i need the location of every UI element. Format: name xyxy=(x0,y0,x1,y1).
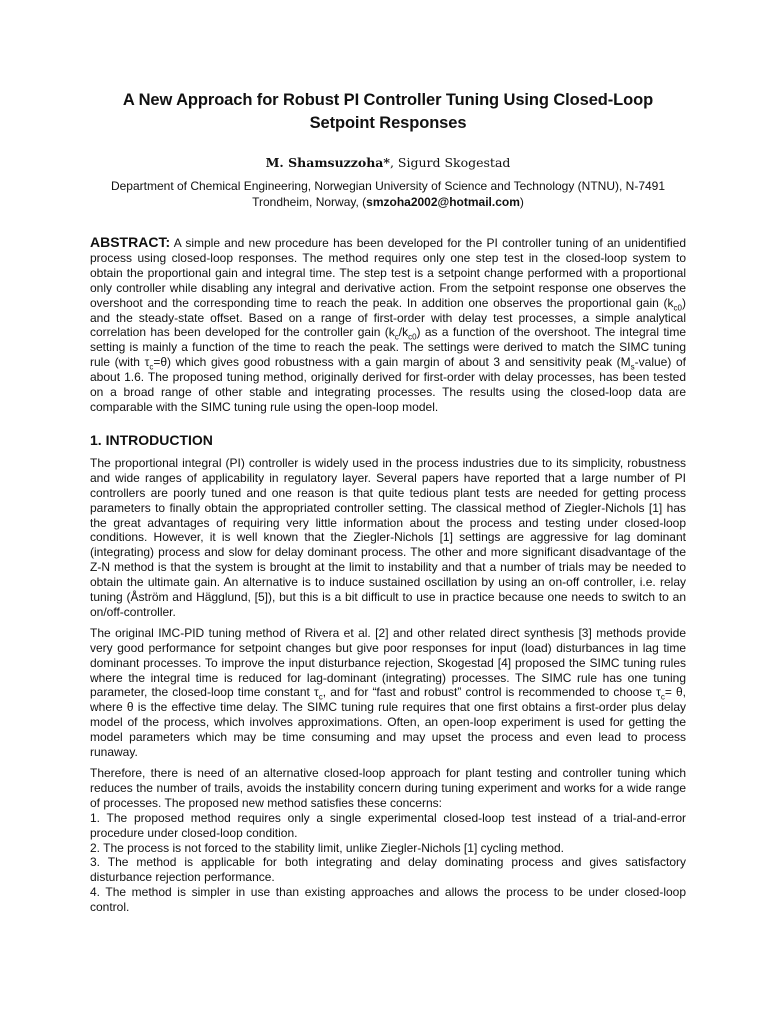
abstract-text-5: -value) of about 1.6. The proposed tuning method, originally derived for first-order with delay processes, has been tested on a broad range of other stable and integrating processes. The results using the closed-loop data are comparable with the SIMC tuning rule using the open-loop model. xyxy=(90,355,686,414)
author-separator: , xyxy=(389,155,398,170)
intro-paragraph-1: The proportional integral (PI) controller is widely used in the process industries due to its simplicity, robustness and wide ranges of applicability in regulatory layer. Several papers have reported that a large number of PI controllers are poorly tuned and one reason is that quite tedious plant tests are needed for getting process parameters to finally obtain the appropriated controller setting. The classical method of Ziegler-Nichols [1] has the great advantages of requiring very little information about the process and testing under closed-loop conditions. However, it is well known that the Ziegler-Nichols [1] settings are aggressive for lag dominant (integrating) process and slow for delay dominant process. The other and more significant disadvantage of the Z-N method is that the system is brought at the limit to instability and that a number of trials may be needed to obtain the ultimate gain. An alternative is to induce sustained oscillation by using an on-off controller, i.e. relay tuning (Åström and Hägglund, [5]), but this is a bit difficult to use in practice because one needs to switch to an on/off-controller. xyxy=(90,455,686,619)
intro-p2-text-a: The original IMC-PID tuning method of Rivera et al. [2] and other related direct synthesis [3] methods provide very good performance for setpoint changes but give poor responses for input (load) disturbances in lag time dominant processes. To improve the input disturbance rejection, Skogestad [4] proposed the SIMC tuning rules where the integral time is reduced for lag-dominant (integrating) processes. The SIMC rule has one tuning parameter, the closed-loop time constant τ xyxy=(90,625,686,700)
intro-p2-text-c: = θ, where θ is the effective time delay. The SIMC tuning rule requires that one first obtains a first-order plus delay model of the process, which involves approximations. Often, an open-loop experiment is used for getting the model parameters which may be time consuming and may upset the process and even lead to process runaway. xyxy=(90,685,687,760)
affiliation xyxy=(90,179,686,210)
intro-p2-sub-tc2: c xyxy=(660,692,665,702)
list-item: 2. The process is not forced to the stability limit, unlike Ziegler-Nichols [1] cycling method. xyxy=(90,840,564,855)
affiliation-text: Department of Chemical Engineering, Norwegian University of Science and Technology (NTNU), N-7491 Trondheim, Norway, ( xyxy=(110,179,666,209)
abstract-sub-kc0b: c0 xyxy=(408,332,417,342)
author-secondary: Sigurd Skogestad xyxy=(397,155,511,170)
abstract-text-3: ) as a function of the overshoot. The integral time setting is mainly a function of the time to reach the peak. The settings were derived to match the SIMC tuning rule (with τ xyxy=(90,325,686,370)
abstract-text-2: ) and the steady-state offset. Based on a range of first-order with delay test processes, a simple analytical correlation has been developed for the controller gain (k xyxy=(90,295,686,340)
abstract-sub-tc: c xyxy=(149,362,154,372)
abstract-sub-ms: s xyxy=(630,362,635,372)
section-heading-introduction: 1. INTRODUCTION xyxy=(90,431,213,448)
abstract-paragraph xyxy=(90,235,686,415)
author-line xyxy=(90,155,686,171)
abstract-text-4: =θ) which gives good robustness with a gain margin of about 3 and sensitivity peak (M xyxy=(153,355,631,370)
abstract-sub-kc0: c0 xyxy=(673,303,682,313)
abstract-text-1: A simple and new procedure has been developed for the PI controller tuning of an unidentified process using closed-loop responses. The method requires only one step test in the closed-loop system to obtain the proportional gain and integral time. The step test is a setpoint change performed with a proportional only controller while disabling any integral and derivative action. From the setpoint response one observes the overshoot and the corresponding time to reach the peak. In addition one observes the proportional gain (k xyxy=(90,236,686,310)
list-item: 3. The method is applicable for both integrating and delay dominating process and gives satisfactory disturbance rejection performance. xyxy=(90,855,686,885)
abstract-slash: /k xyxy=(398,325,409,340)
intro-paragraph-3: Therefore, there is need of an alternative closed-loop approach for plant testing and controller tuning which reduces the number of trails, avoids the instability concern during tuning experiment and works for a wide range of processes. The proposed new method satisfies these concerns: xyxy=(90,766,686,810)
paper-title: A New Approach for Robust PI Controller Tuning Using Closed-Loop Setpoint Responses xyxy=(122,91,654,132)
author-primary: M. Shamsuzzoha* xyxy=(265,155,390,170)
intro-paragraph-2 xyxy=(90,626,686,760)
intro-p2-sub-tc: c xyxy=(318,692,323,702)
abstract-label: ABSTRACT: xyxy=(90,234,171,250)
author-email: smzoha2002@hotmail.com xyxy=(366,194,520,209)
list-item: 4. The method is simpler in use than existing approaches and allows the process to be under closed-loop control. xyxy=(90,885,686,915)
intro-p2-text-b: , and for “fast and robust” control is recommended to choose τ xyxy=(322,685,661,700)
abstract-sub-kc: c xyxy=(394,332,399,342)
list-item: 1. The proposed method requires only a single experimental closed-loop test instead of a trial-and-error procedure under closed-loop condition. xyxy=(90,810,686,840)
affiliation-close: ) xyxy=(519,194,524,209)
